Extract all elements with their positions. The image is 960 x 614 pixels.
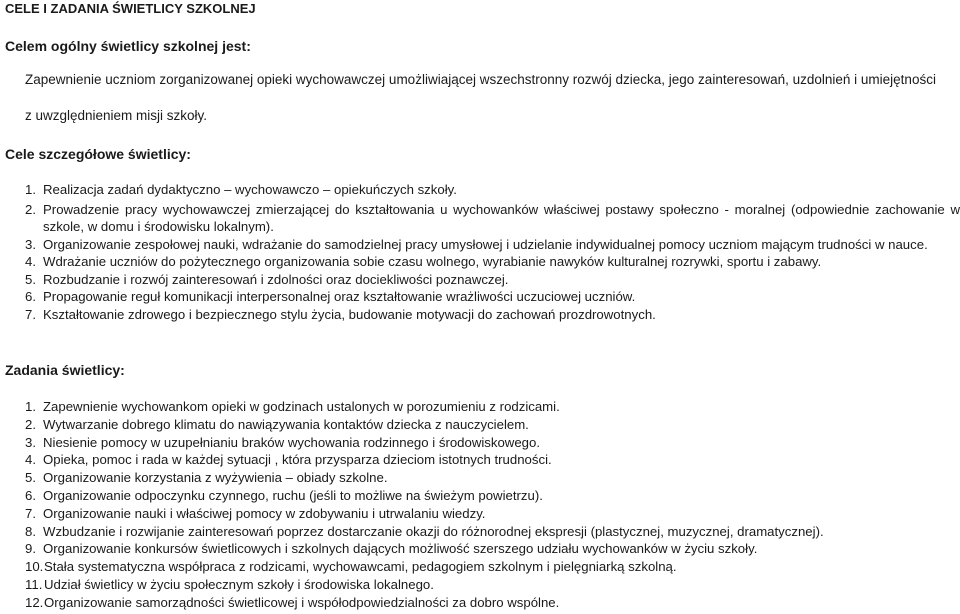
general-goal-line-1: Zapewnienie uczniom zorganizowanej opieki wychowawczej umożliwiającej wszechstronny rozwój dziecka, jego zainteresowań, uzdolnień i umiejętności: [25, 72, 936, 87]
list-item-number: 9.: [25, 541, 36, 557]
list-item: [25, 487, 960, 505]
specific-goals-list: [25, 181, 960, 323]
list-item: [25, 523, 960, 541]
list-item-text: Rozbudzanie i rozwój zainteresowań i zdolności oraz dociekliwości poznawczej.: [43, 271, 509, 287]
list-item-number: 3.: [25, 434, 36, 450]
list-item: [25, 306, 960, 324]
list-item-text: Udział świetlicy w życiu społecznym szkoły i środowiska lokalnego.: [44, 576, 434, 592]
list-item: [25, 398, 960, 416]
list-item: [25, 594, 960, 612]
list-item-number: 6.: [25, 289, 36, 304]
list-item-text: Organizowanie zespołowej nauki, wdrażanie do samodzielnej pracy umysłowej i udzielanie indywidualnej pomocy uczniom mającym trudności w nauce.: [43, 236, 928, 252]
list-item-number: 12.: [25, 594, 44, 610]
list-item-number: 6.: [25, 487, 36, 503]
list-item-number: 1.: [25, 399, 36, 414]
list-item-text: Organizowanie nauki i właściwej pomocy w zdobywaniu i utrwalaniu wiedzy.: [43, 505, 486, 521]
list-item-number: 10.: [25, 559, 44, 575]
list-item: [25, 434, 960, 452]
list-item: [25, 236, 960, 254]
list-item-text: Organizowanie samorządności świetlicowej i współodpowiedzialności za dobro wspólne.: [44, 594, 560, 610]
list-item: [25, 288, 960, 306]
list-item-text: Organizowanie konkursów świetlicowych i szkolnych dających możliwość szerszego udziału wychowanków w życiu szkoły.: [43, 541, 758, 557]
general-goal-line-2: z uwzględnieniem misji szkoły.: [25, 108, 208, 123]
specific-goals-heading: Cele szczegółowe świetlicy:: [5, 146, 191, 162]
list-item-number: 1.: [25, 182, 36, 197]
list-item-number: 7.: [25, 306, 36, 322]
list-item-text: Opieka, pomoc i rada w każdej sytuacji , która przysparza dzieciom istotnych trudności.: [43, 452, 552, 468]
list-item-number: 5.: [25, 271, 36, 287]
list-item-number: 3.: [25, 236, 36, 252]
list-item: [25, 451, 960, 469]
list-item: [25, 271, 960, 289]
list-item: [25, 201, 960, 236]
list-item: [25, 540, 960, 558]
list-item-number: 11.: [25, 576, 43, 592]
list-item-number: 8.: [25, 523, 36, 539]
list-item-text: Realizacja zadań dydaktyczno – wychowawczo – opiekuńczych szkoły.: [43, 182, 457, 197]
list-item-number: 4.: [25, 452, 36, 468]
tasks-heading: Zadania świetlicy:: [5, 362, 125, 378]
list-item-number: 2.: [25, 201, 36, 217]
document-title: CELE I ZADANIA ŚWIETLICY SZKOLNEJ: [5, 1, 256, 16]
list-item: [25, 469, 960, 487]
list-item-text: Kształtowanie zdrowego i bezpiecznego stylu życia, budowanie motywacji do zachowań prozdrowotnych.: [43, 306, 656, 322]
list-item-text: Propagowanie reguł komunikacji interpersonalnej oraz kształtowanie wrażliwości uczuciowej uczniów.: [43, 289, 636, 304]
list-item: [25, 253, 960, 271]
list-item-number: 2.: [25, 416, 36, 432]
list-item-text: Stała systematyczna współpraca z rodzicami, wychowawcami, pedagogiem szkolnym i pielęgniarką szkolną.: [44, 559, 677, 575]
list-item-text: Organizowanie odpoczynku czynnego, ruchu (jeśli to możliwe na świeżym powietrzu).: [43, 487, 543, 503]
list-item-text: Zapewnienie wychowankom opieki w godzinach ustalonych w porozumieniu z rodzicami.: [43, 399, 560, 414]
list-item: [25, 416, 960, 434]
list-item-number: 5.: [25, 470, 36, 486]
list-item: [25, 576, 960, 594]
list-item-text: Prowadzenie pracy wychowawczej zmierzającej do kształtowania u wychowanków właściwej postawy społeczno - moralnej (odpowiednie zachowanie w szkole, w domu i środowisku lokalnym).: [43, 201, 960, 234]
list-item: [25, 558, 960, 576]
list-item-text: Organizowanie korzystania z wyżywienia – obiady szkolne.: [43, 470, 388, 486]
list-item: [25, 181, 960, 199]
list-item-text: Wytwarzanie dobrego klimatu do nawiązywania kontaktów dziecka z nauczycielem.: [43, 416, 529, 432]
general-goal-heading: Celem ogólny świetlicy szkolnej jest:: [5, 38, 251, 54]
list-item: [25, 505, 960, 523]
list-item-number: 7.: [25, 505, 36, 521]
list-item-text: Wzbudzanie i rozwijanie zainteresowań poprzez dostarczanie okazji do różnorodnej ekspresji (plastycznej, muzycznej, dramatycznej).: [43, 523, 824, 539]
list-item-text: Niesienie pomocy w uzupełnianiu braków wychowania rodzinnego i środowiskowego.: [43, 434, 540, 450]
tasks-list: [25, 398, 960, 612]
list-item-text: Wdrażanie uczniów do pożytecznego organizowania sobie czasu wolnego, wyrabianie nawyków kulturalnej rozrywki, sportu i zabawy.: [43, 254, 822, 269]
list-item-number: 4.: [25, 254, 36, 269]
